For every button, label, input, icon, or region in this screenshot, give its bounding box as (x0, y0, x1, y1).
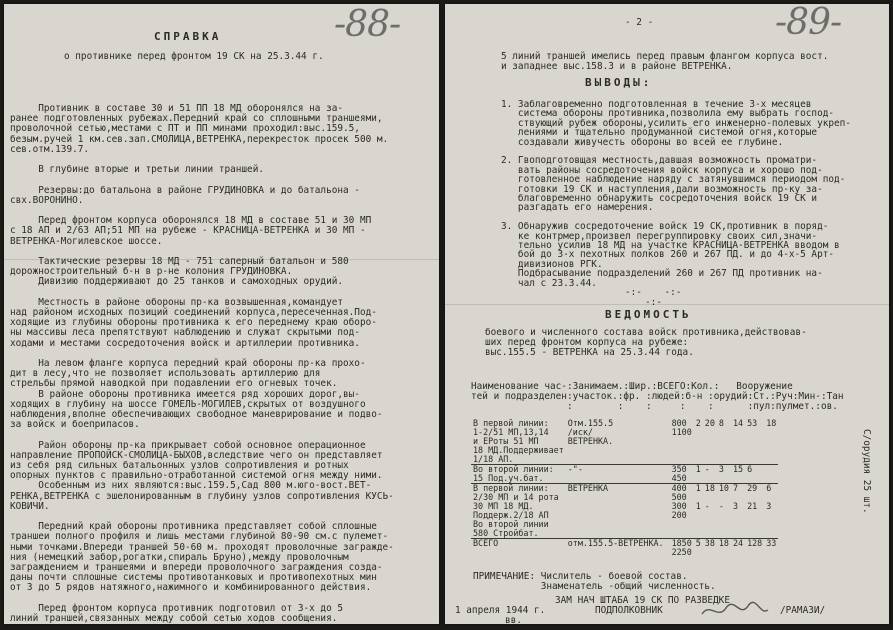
text-line: безым.ручей 1 км.сев.зап.СМОЛИЦА,ВЕТРЕНКА,перекресток просек 500 м. (10, 133, 389, 145)
text-line: дит в лесу,что не позволяет использовать артиллерию для (10, 368, 321, 380)
table-cell-name: В первой линии: 1-2/51 МП,13,14 и ЕРоты 51 МП 18 МД.Поддерживает 1/18 АП. (473, 418, 564, 464)
text-line: ходами и местами сосредоточения войск и артиллерии противника. (10, 337, 360, 349)
table-header-line: тей и подразделен:участок.:фр. :людей:б-н :орудий:Ст.:Руч:Мин-:Тан (471, 391, 844, 402)
text-line: заграждением и траншеями и впереди проволочного заграждения созда- (10, 562, 383, 573)
text-line: РЕНКА,ВЕТРЕНКА с эшелонированным в глубину узлов сопротивления КУСЬ- (10, 490, 394, 502)
text-line: Особенным из них являются:выс.159.5,Сад 800 м.юго-вост.ВЕТ- (10, 480, 372, 492)
text-line: КОВИЧИ. (10, 500, 50, 512)
table-cell-ruch: 7 3 (732, 483, 739, 511)
text-line: Перед фронтом корпуса противник подготовил от 3-х до 5 (10, 602, 344, 614)
conclusion-line: 1. Заблаговременно подготовленная в течение 3-х месяцев (501, 99, 812, 110)
text-line: траншеи полного профиля и лишь местами глубиной 80-90 см.с пулемет- (10, 531, 389, 543)
table-cell-area: ВЕТРЕНКА (567, 483, 609, 493)
text-line: наблюдения,вполне обеспечивающих свободное маневрирование и подво- (10, 409, 383, 420)
conclusion-line: ке контрмер,произвел перегруппировку своих сил,значи- (501, 230, 818, 242)
table-cell-area: Отм.155.5 /иск/ ВЕТРЕНКА. (567, 418, 614, 446)
conclusion-line: дивизионов РГК. (501, 258, 603, 270)
text-line: 5 линий траншей имелись перед правым флангом корпуса вост. (501, 51, 829, 62)
conclusion-line: готовки 19 СК и наступления,дали возможность пр-ку за- (501, 183, 823, 195)
table-cell-name: Во второй линии: 15 Под.уч.бат. (473, 464, 554, 483)
text-line: стрельбы прямой наводкой при подавлении его огневых точек. (10, 378, 338, 390)
text-line: за войск и боеприпасов. (10, 419, 140, 431)
side-note: С/орудия 25 шт. (861, 429, 872, 514)
table-cell-bn: 2 (695, 418, 701, 428)
signature-name: /РАМАЗИ/ (780, 605, 826, 616)
conclusion-line: Подбрасывание подразделений 260 и 267 ПД противник на- (501, 268, 823, 280)
table-cell-bn: 1 1 (695, 483, 701, 511)
text-line: дорожностроительный б-н в р-не колония ГРУДИНОВКА. (10, 266, 293, 278)
table-cell-tank: 33 (766, 538, 777, 548)
table-row (471, 484, 778, 539)
conclusions-title: ВЫВОДЫ: (585, 76, 653, 89)
table-header-line: Наименование час-:Занимаем.:Шир.:ВСЕГО:Кол.: Вооружение (471, 381, 793, 392)
text-line: опорных пунктов с правильно-отработанной системой огня между ними. (10, 470, 383, 482)
text-line: из себя ряд сильных батальонных узлов сопротивления и ротных (10, 460, 349, 471)
conclusion-line: 3. Обнаружив сосредоточение войск 19 СК,противник в поряд- (501, 221, 829, 233)
text-line: над районом исходных позиций соединений корпуса,пересеченная.Под- (10, 307, 377, 318)
conclusion-line: лениями и тщательно продуманной системой огня,которые (501, 127, 818, 139)
text-line: ны массивы леса препятствуют наблюдению и служат скрытыми под- (10, 327, 360, 339)
text-line: Местность в районе обороны пр-ка возвышенная,командует (10, 296, 344, 308)
table-row (471, 465, 778, 484)
text-line: На левом фланге корпуса передний край обороны пр-ка прохо- (10, 358, 366, 369)
text-line: даны почти сплошные системы противотанковых и противопехотных мин (10, 572, 377, 584)
table-cell-people: 1850 2250 (671, 538, 692, 557)
conclusion-line: 2. Гвоподготовщая местность,давшая возможность проматри- (501, 155, 818, 167)
table-cell-guns: - (704, 464, 710, 474)
table-cell-guns: 18 - (704, 483, 715, 511)
text-line: ших перед фронтом корпуса на рубеже: (485, 337, 689, 348)
table-cell-bn: 1 (695, 464, 701, 474)
table-cell-min: 6 (747, 464, 753, 474)
conclusion-line: ствующий рубеж обороны,усилить его инженерно-полевых укреп- (501, 117, 851, 129)
page-number: - 2 - (625, 17, 654, 28)
text-line: сев.отм.139.7. (10, 143, 90, 155)
text-line: Противник в составе 30 и 51 ПП 18 МД оборонялся на за- (10, 103, 344, 114)
document-date: 1 апреля 1944 г. (455, 605, 546, 616)
text-line: проволочной сетью,местами с ПТ и ПП минами проходил:выс.159.5, (10, 123, 360, 135)
document-title: СПРАВКА (154, 30, 222, 43)
text-line: ранее подготовленных рубежах.Передний край со сплошными траншеями, (10, 113, 383, 125)
conclusion-line: создавали живучесть обороны во всей ее глубине. (501, 136, 784, 148)
table-cell-name: В первой линии: 2/30 МП и 14 рота 30 МП 18 МД. Поддерж.2/18 АП Во второй линии 580 Стройбат. (473, 483, 559, 538)
conclusion-line: вать районы сосредоточения войск корпуса и хорошо под- (501, 164, 823, 176)
text-line: боевого и численного состава войск противника,действовав- (485, 327, 807, 338)
table-cell-people: 800 1100 (671, 418, 692, 437)
signature-rank: ПОДПОЛКОВНИК (595, 605, 663, 616)
text-line: с 18 АП и 2/63 АП;51 МП на рубеже - КРАСНИЦА-ВЕТРЕНКА и 30 МП - (10, 225, 366, 237)
table-header-line: : : : : : :пул:пулмет.:ов. (471, 401, 838, 412)
vedomost-table (471, 419, 778, 557)
table-cell-ruch: 15 (732, 464, 744, 474)
text-line: направление ПРОПОЙСК-СМОЛИЦА-БЫХОВ,вследствие чего он представляет (10, 449, 383, 461)
table-cell-st: 8 (718, 418, 724, 428)
text-line: ходящие из глубины обороны противника к его переднему краю оборо- (10, 317, 377, 329)
table-cell-min: 53 (747, 418, 758, 428)
vedomost-title: ВЕДОМОСТЬ (605, 308, 692, 321)
table-cell-name: ВСЕГО (473, 538, 499, 548)
right-page (445, 4, 889, 624)
text-line: ными точками.Впереди траншей 50-60 м. проходят проволочные загражде- (10, 541, 394, 553)
conclusion-line: чал с 23.3.44. (501, 277, 597, 289)
text-line: Передний край обороны противника представляет собой сплошные (10, 521, 377, 533)
paper-fold (445, 304, 889, 305)
table-note-2: Знаменатель -общий численность. (473, 581, 716, 592)
text-line: Резервы:до батальона в районе ГРУДИНОВКА и до батальона - (10, 184, 360, 196)
left-page (4, 4, 439, 624)
table-cell-people: 350 450 (671, 464, 687, 483)
table-cell-people: 400 500 300 200 (671, 483, 687, 520)
text-line: Перед фронтом корпуса оборонялся 18 МД в составе 51 и 30 МП (10, 215, 372, 227)
table-cell-guns: 38 (704, 538, 715, 548)
document-place: вв. (505, 615, 522, 624)
table-row (471, 419, 778, 465)
table-row (471, 539, 778, 558)
table-cell-st: 10 - (718, 483, 729, 511)
table-cell-area: -"- (567, 464, 583, 474)
conclusion-line: готовленное наблюдение наряду с затянувшимся периодом под- (501, 174, 846, 186)
archive-page-number: -89- (775, 4, 842, 43)
text-line: В районе обороны противника имеется ряд хороших дорог,вы- (10, 388, 360, 400)
table-cell-min: 128 (747, 538, 763, 548)
table-note: ПРИМЕЧАНИЕ: Числитель - боевой состав. (473, 571, 688, 582)
text-line: В глубине вторые и третьи линии траншей. (10, 164, 264, 176)
table-cell-tank: 6 3 (766, 483, 772, 511)
text-line: и западнее выс.158.3 и в районе ВЕТРЕНКА. (501, 61, 733, 72)
text-line: линий траншей,связанных между собой сетью ходов сообщения. (10, 613, 338, 624)
text-line: Район обороны пр-ка прикрывает собой основное операционное (10, 439, 366, 451)
conclusion-line: благовременно обнаружить сосредоточения войск 19 СК и (501, 193, 818, 204)
text-line: выс.155.5 - ВЕТРЕНКА на 25.3.44 года. (485, 347, 694, 358)
signature-title: ЗАМ НАЧ ШТАБА 19 СК ПО РАЗВЕДКЕ (555, 595, 730, 606)
text-line: свх.ВОРОНИНО. (10, 194, 84, 206)
table-cell-ruch: 24 (732, 538, 744, 548)
document-subtitle: о противнике перед фронтом 19 СК на 25.3.44 г. (64, 51, 324, 62)
conclusion-line: тельно усилив 18 МД на участке КРАСНИЦА-ВЕТРЕНКА вводом в (501, 240, 840, 251)
conclusion-line: система обороны противника,позволила ему выбрать господ- (501, 108, 835, 120)
table-cell-st: 18 (718, 538, 729, 548)
conclusion-line: разгадать его намерения. (501, 202, 654, 214)
text-line: ходящих в глубину на шоссе ГОМЕЛЬ-МОГИЛЕВ,скрытых от воздушного (10, 398, 366, 410)
table-cell-bn: 5 (695, 538, 701, 548)
text-line: Дивизию поддерживают до 25 танков и самоходных орудий. (10, 276, 344, 288)
text-line: от 3 до 5 рядов натяжного,нажимного и комбинированного действия. (10, 582, 372, 594)
conclusion-line: бой до 3-х пехотных полков 260 и 267 ПД. и до 4-х-5 Арт- (501, 249, 835, 261)
text-line: ВЕТРЕНКА-Могилевское шоссе. (10, 235, 163, 247)
text-line: Тактические резервы 18 МД - 751 саперный батальон и 580 (10, 256, 349, 267)
archive-page-number: -88- (334, 4, 401, 45)
separator: -:- -:- (625, 287, 682, 298)
table-cell-min: 29 21 (747, 483, 758, 511)
separator-2: -:- (645, 297, 662, 308)
handwritten-signature (700, 600, 770, 624)
text-line: ния (немецкий забор,рогатки,спираль Бруно),между проволочным (10, 551, 349, 563)
table-cell-guns: 20 (704, 418, 715, 428)
table-cell-tank (764, 465, 778, 484)
table-cell-tank: 18 (766, 418, 777, 428)
table-cell-ruch: 14 (732, 418, 744, 428)
table-cell-st: 3 (718, 464, 724, 474)
table-cell-area: отм.155.5-ВЕТРЕНКА. (567, 538, 664, 548)
